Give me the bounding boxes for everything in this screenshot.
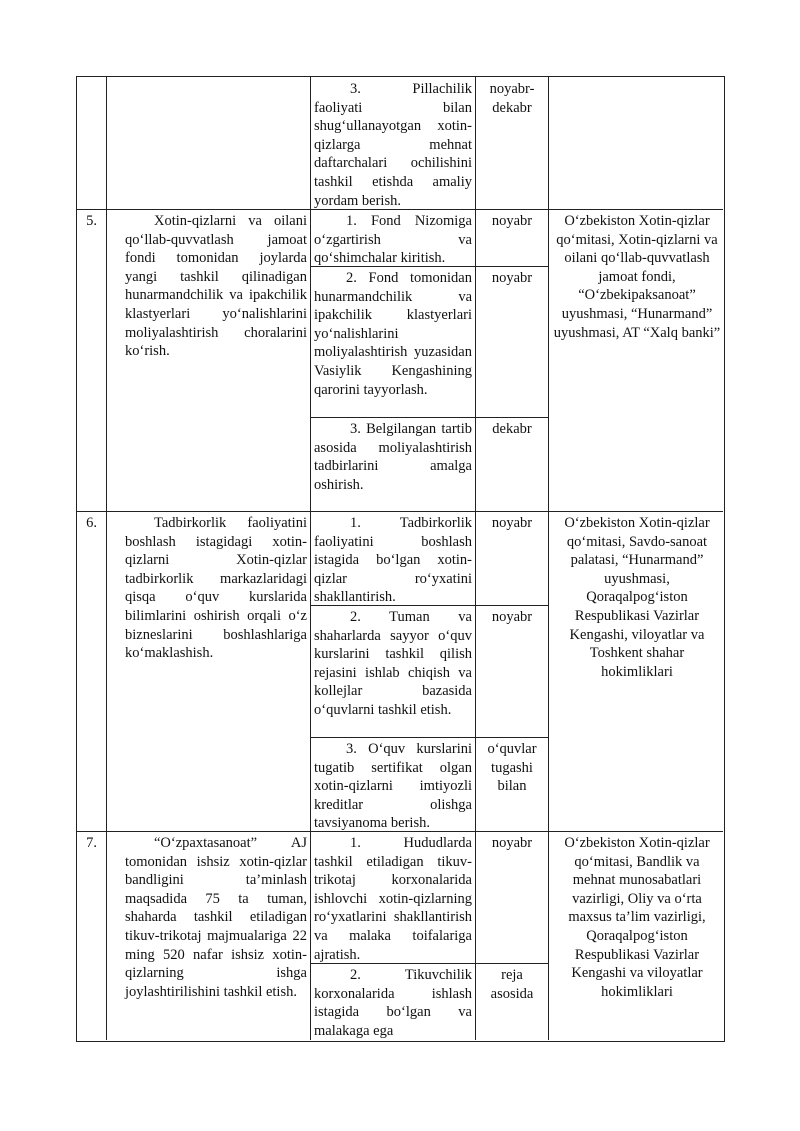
row-number: 6.	[86, 515, 97, 531]
task-text: 3. Pillachilik faoliyati bilan shug‘ullanayotgan xotin-qizlarga mehnat daftarchalari ochilishini tashkil etishda amaliy yordam berish.	[314, 81, 472, 209]
task-deadline: dekabr	[492, 421, 532, 437]
task-text: 3. O‘quv kurslarini tugatib sertifikat olgan xotin-qizlarni imtiyozli kreditlar olishga tavsiyanoma berish.	[314, 741, 472, 832]
task-text: 1. Fond Nizomiga o‘zgartirish va qo‘shimchalar kiritish.	[314, 213, 472, 267]
task-text: 2. Tuman va shaharlarda sayyor o‘quv kurslarini tashkil qilish rejasini ishlab chiqish va kollejlar bazasida o‘quvlarni tashkil etish.	[314, 609, 472, 718]
responsible-text: O‘zbekiston Xotin-qizlar qo‘mitasi, Xotin-qizlarni va oilani qo‘llab-quvvatlash jamoat fondi, “O‘zbekipaksanoat” uyushmasi, “Hunarmand” uyushmasi, AT “Xalq banki”	[553, 213, 721, 341]
task-deadline: reja asosida	[490, 967, 534, 1002]
task-text: 3. Belgilangan tartib asosida moliyalashtirish tadbirlarini amalga oshirish.	[314, 421, 472, 493]
measure-text: Tadbirkorlik faoliyatini boshlash istagidagi xotin-qizlarni Xotin-qizlar tadbirkorlik markazlaridagi qisqa o‘quv kurslarida bilimlarini oshirish orqali o‘z bizneslarini boshlashlariga ko‘maklashish.	[125, 515, 307, 662]
task-deadline: noyabr	[491, 270, 533, 286]
column-divider	[310, 77, 311, 1040]
task-deadline: noyabr	[491, 609, 533, 625]
task-text: 2. Tikuvchilik korxonalarida ishlash istagida bo‘lgan va malakaga ega	[314, 967, 472, 1039]
row-number: 5.	[86, 213, 97, 229]
row-divider	[77, 511, 723, 512]
task-text: 1. Hududlarda tashkil etiladigan tikuv-trikotaj korxonalarida ishlovchi xotin-qizlarning ro‘yxatlarini shakllantirish va malaka toifalariga ajratish.	[314, 835, 472, 963]
responsible-text: O‘zbekiston Xotin-qizlar qo‘mitasi, Savdo-sanoat palatasi, “Hunarmand” uyushmasi, Qoraqalpog‘iston Respublikasi Vazirlar Kengashi, viloyatlar va Toshkent shahar hokimliklari	[564, 515, 710, 680]
task-deadline: noyabr	[491, 213, 533, 229]
task-text: 2. Fond tomonidan hunarmandchilik va ipakchilik klastyerlari yo‘nalishlarini moliyalashtirish yuzasidan Vasiylik Kengashining qarorini tayyorlash.	[314, 270, 472, 398]
task-divider	[310, 737, 548, 738]
column-divider	[475, 77, 476, 1040]
measure-text: “O‘zpaxtasanoat” AJ tomonidan ishsiz xotin-qizlar bandligini ta’minlash maqsadida 75 ta tuman, shaharda tashkil etiladigan tikuv-trikotaj majmualariga 22 ming 520 nafar ishsiz xotin-qizlarning ishga joylashtirilishini tashkil etish.	[125, 835, 307, 1000]
task-divider	[310, 417, 548, 418]
column-divider	[548, 77, 549, 1040]
task-deadline: noyabr	[491, 515, 533, 531]
responsible-text: O‘zbekiston Xotin-qizlar qo‘mitasi, Bandlik va mehnat munosabatlari vazirligi, Oliy va o‘rta maxsus ta’lim vazirligi, Qoraqalpog‘iston Respublikasi Vazirlar Kengashi va viloyatlar hokimliklari	[564, 835, 710, 1000]
task-deadline: noyabr-dekabr	[489, 81, 535, 116]
task-text: 1. Tadbirkorlik faoliyatini boshlash istagida bo‘lgan xotin-qizlar ro‘yxatini shakllantirish.	[314, 515, 472, 606]
task-deadline: o‘quvlar tugashi bilan	[487, 741, 537, 795]
task-deadline: noyabr	[491, 835, 533, 851]
plan-table	[76, 76, 725, 1042]
measure-text: Xotin-qizlarni va oilani qo‘llab-quvvatlash jamoat fondi tomonidan joylarda yangi tashkil qilinadigan hunarmandchilik va ipakchilik klastyerlari yo‘nalishlarini moliyalashtirish choralarini ko‘rish.	[125, 213, 307, 360]
column-divider	[106, 77, 107, 1040]
row-number: 7.	[86, 835, 97, 851]
